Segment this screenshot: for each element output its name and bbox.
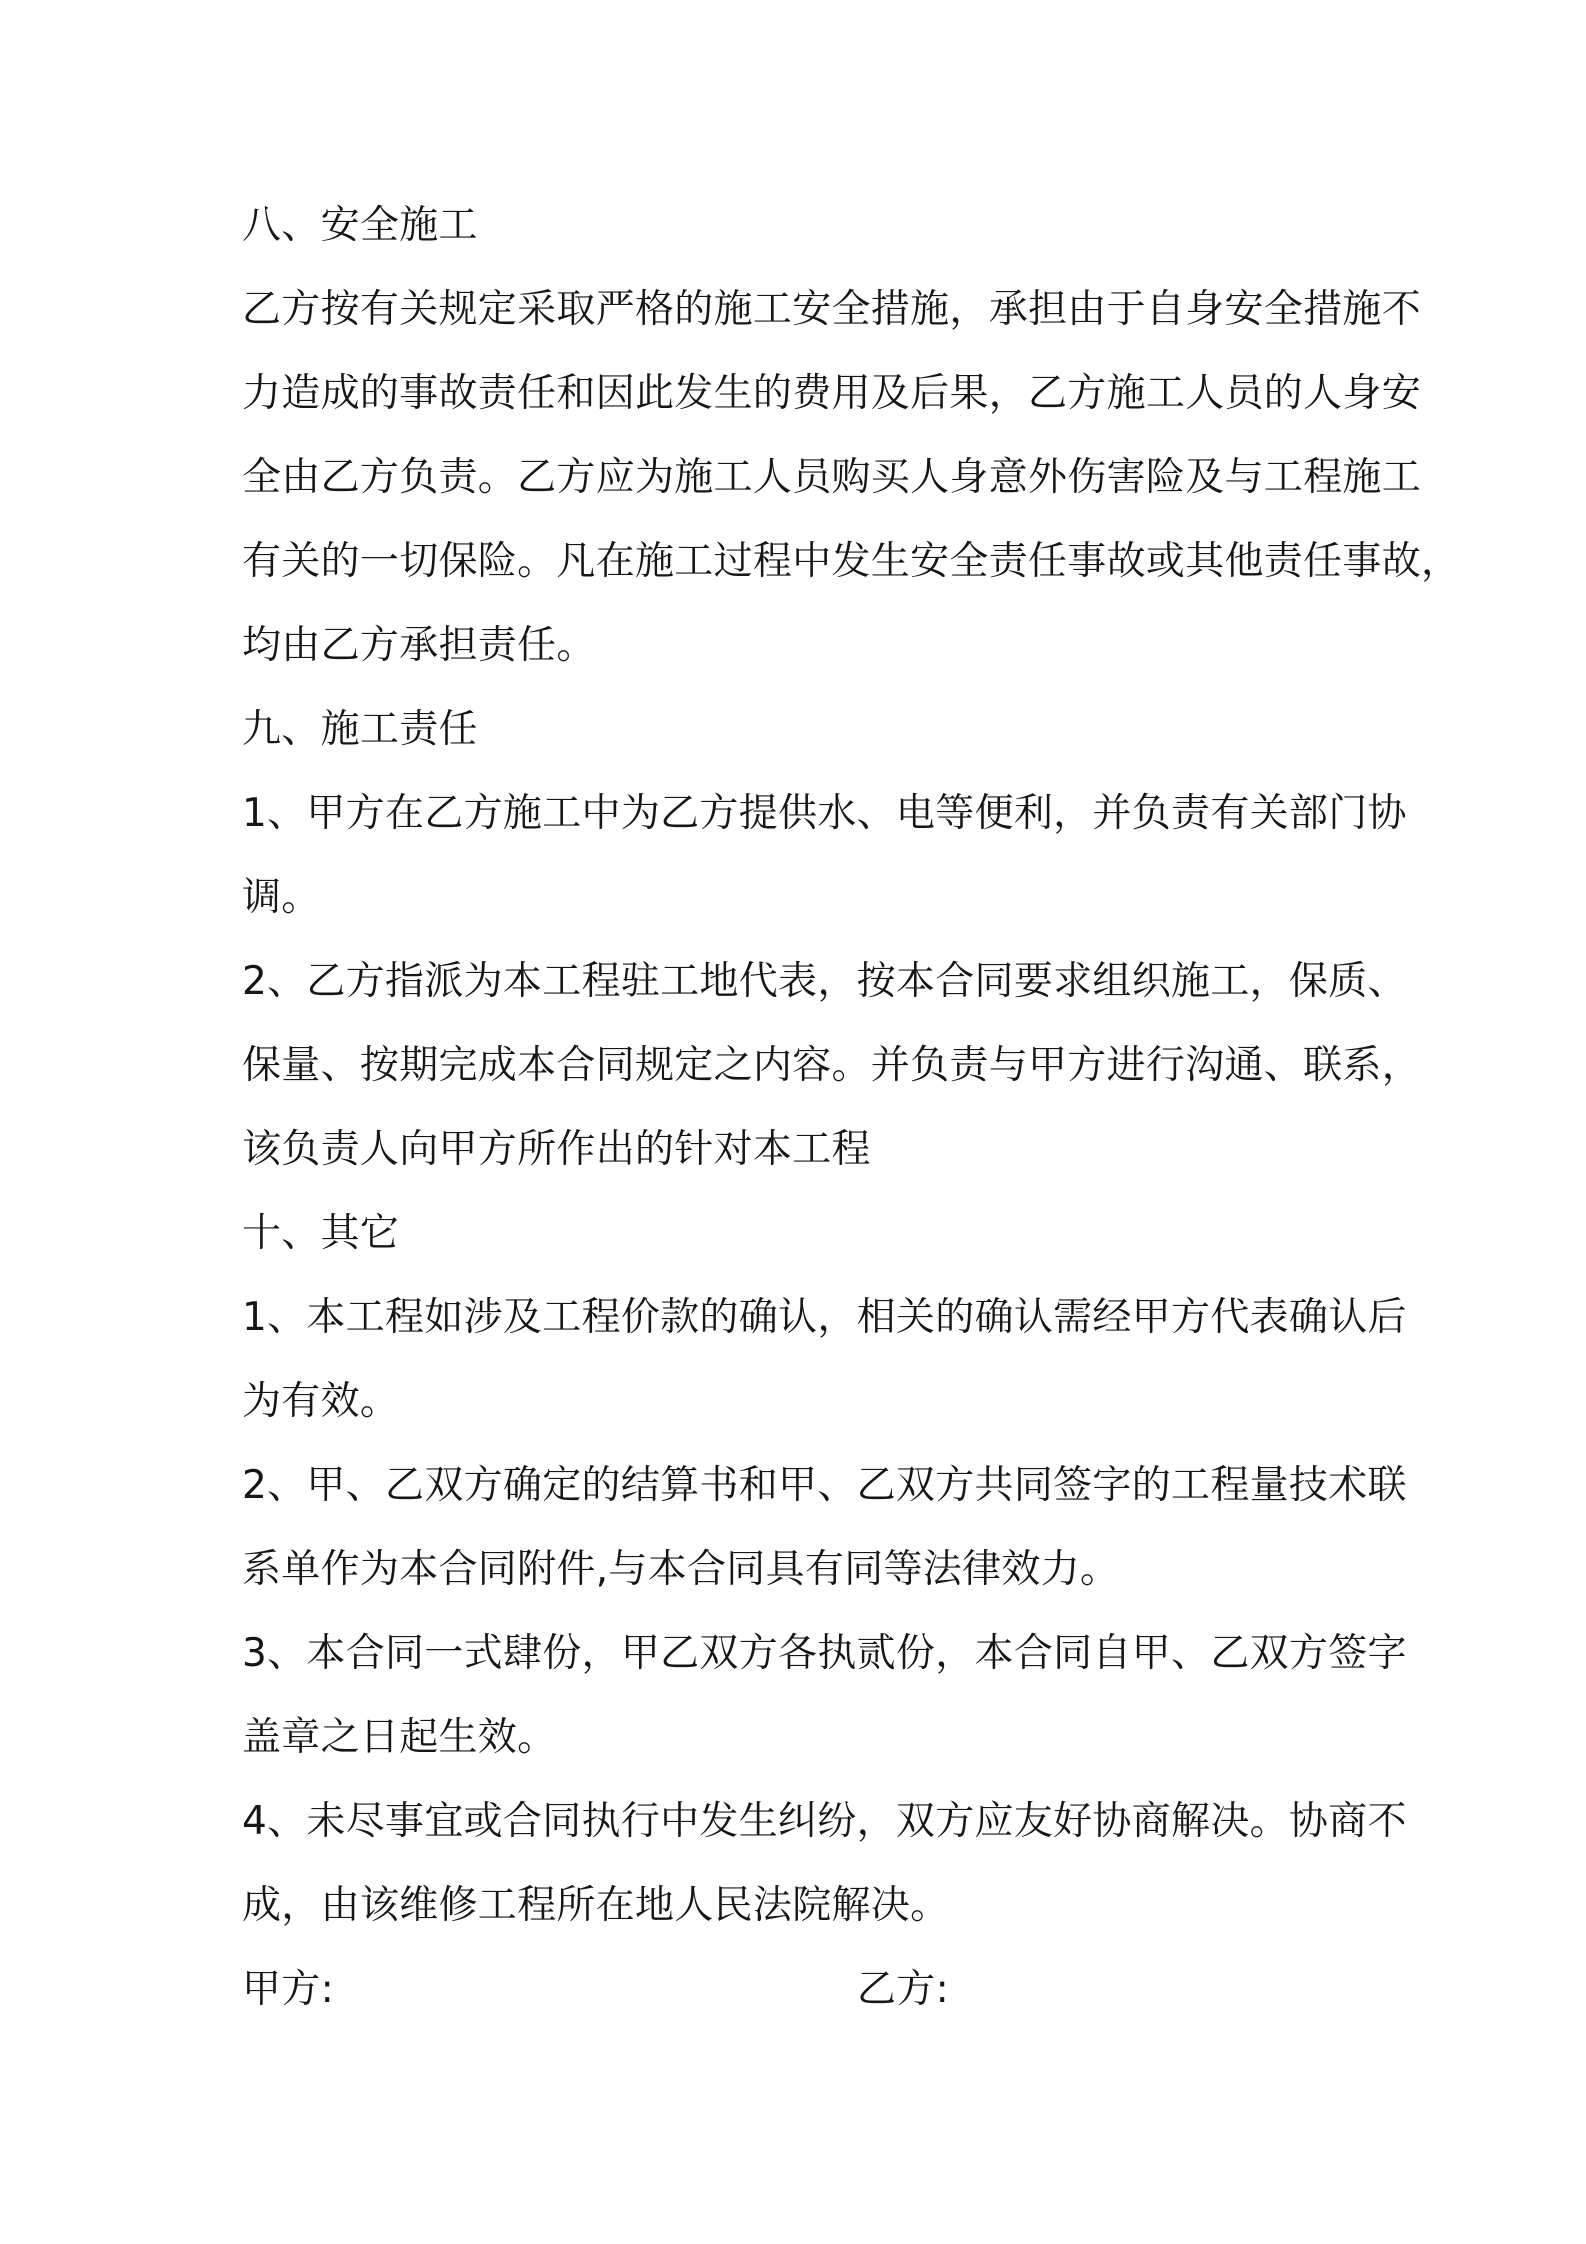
paragraph-line: 为有效。 [242,1379,400,1424]
paragraph-line: 2、甲、乙双方确定的结算书和甲、乙双方共同签字的工程量技术联 [242,1463,1407,1508]
section-heading-safety: 八、安全施工 [242,203,478,248]
paragraph-line: 系单作为本合同附件,与本合同具有同等法律效力。 [242,1547,1120,1592]
paragraph-line: 2、乙方指派为本工程驻工地代表，按本合同要求组织施工，保质、 [242,959,1407,1004]
paragraph-line: 成，由该维修工程所在地人民法院解决。 [242,1883,950,1928]
section-heading-responsibility: 九、施工责任 [242,707,478,752]
paragraph-line: 保量、按期完成本合同规定之内容。并负责与甲方进行沟通、联系， [242,1043,1422,1088]
paragraph-line: 1、甲方在乙方施工中为乙方提供水、电等便利，并负责有关部门协 [242,791,1407,836]
party-b-signature-label: 乙方: [857,1967,950,2012]
paragraph-line: 该负责人向甲方所作出的针对本工程 [242,1127,871,1172]
paragraph-line: 3、本合同一式肆份，甲乙双方各执贰份，本合同自甲、乙双方签字 [242,1631,1407,1676]
paragraph-line: 1、本工程如涉及工程价款的确认，相关的确认需经甲方代表确认后 [242,1295,1407,1340]
paragraph-line: 均由乙方承担责任。 [242,623,596,668]
paragraph-line: 全由乙方负责。乙方应为施工人员购买人身意外伤害险及与工程施工 [242,455,1422,500]
paragraph-line: 乙方按有关规定采取严格的施工安全措施，承担由于自身安全措施不 [242,287,1422,332]
paragraph-line: 调。 [242,875,321,920]
section-heading-other: 十、其它 [242,1211,400,1256]
paragraph-line: 4、未尽事宜或合同执行中发生纠纷，双方应友好协商解决。协商不 [242,1799,1407,1844]
party-a-signature-label: 甲方: [242,1967,335,2012]
paragraph-line: 力造成的事故责任和因此发生的费用及后果，乙方施工人员的人身安 [242,371,1422,416]
paragraph-line: 盖章之日起生效。 [242,1715,557,1760]
paragraph-line: 有关的一切保险。凡在施工过程中发生安全责任事故或其他责任事故， [242,539,1461,584]
